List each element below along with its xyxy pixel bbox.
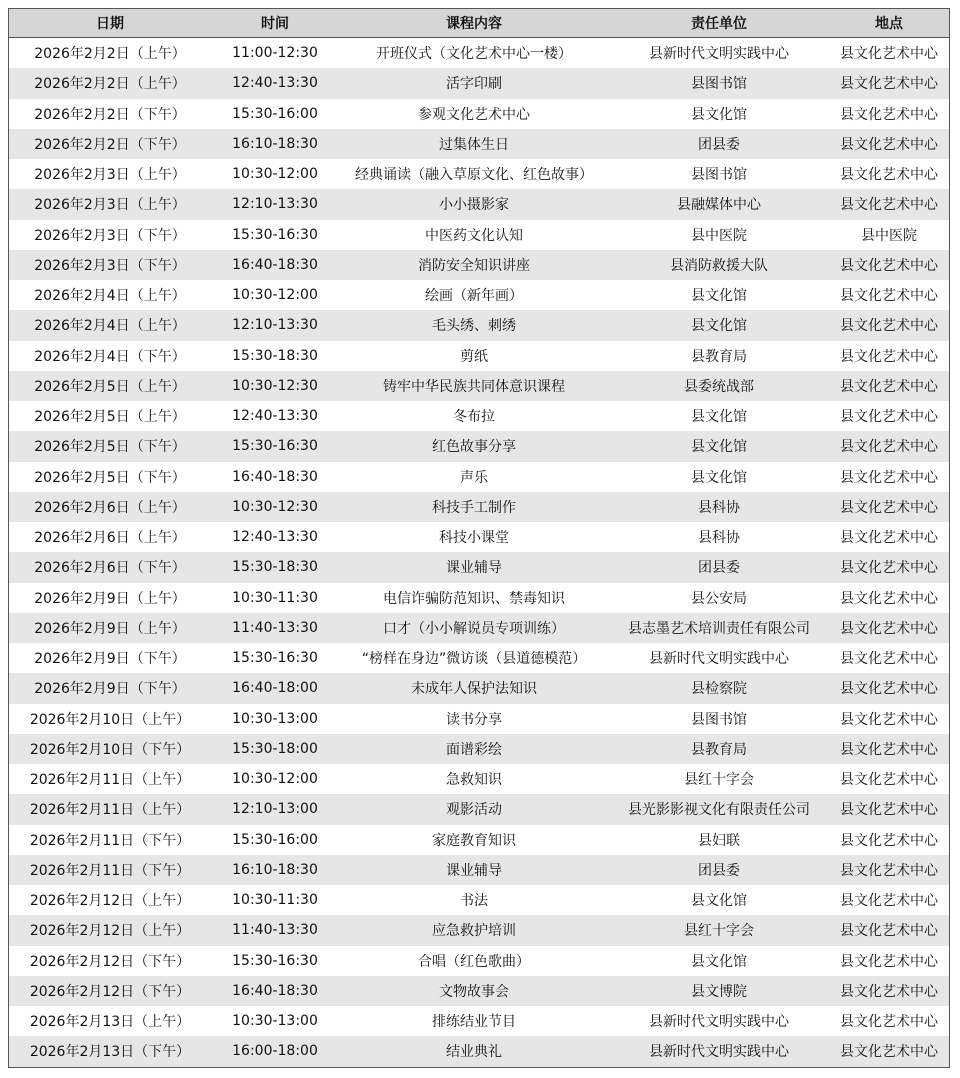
cell-date: 2026年2月9日（上午） (9, 613, 211, 643)
cell-course: 未成年人保护法知识 (339, 673, 609, 703)
table-row (9, 673, 949, 703)
cell-place: 县文化艺术中心 (829, 673, 949, 703)
cell-time: 10:30-12:30 (211, 492, 339, 522)
cell-place: 县文化艺术中心 (829, 250, 949, 280)
header-row (9, 9, 949, 38)
table-row (9, 1006, 949, 1036)
cell-date: 2026年2月3日（下午） (9, 250, 211, 280)
cell-unit: 县图书馆 (609, 704, 829, 734)
cell-unit: 县新时代文明实践中心 (609, 643, 829, 673)
cell-date: 2026年2月9日（上午） (9, 583, 211, 613)
cell-unit: 县科协 (609, 522, 829, 552)
cell-unit: 县公安局 (609, 583, 829, 613)
cell-course: 绘画（新年画） (339, 280, 609, 310)
table-row (9, 915, 949, 945)
table-row (9, 159, 949, 189)
cell-unit: 县文化馆 (609, 310, 829, 340)
cell-date: 2026年2月12日（上午） (9, 915, 211, 945)
cell-time: 15:30-16:00 (211, 825, 339, 855)
cell-date: 2026年2月12日（下午） (9, 976, 211, 1006)
cell-time: 15:30-16:30 (211, 643, 339, 673)
table-row (9, 764, 949, 794)
cell-unit: 县新时代文明实践中心 (609, 38, 829, 69)
cell-course: 经典诵读（融入草原文化、红色故事） (339, 159, 609, 189)
cell-unit: 县教育局 (609, 341, 829, 371)
cell-unit: 县文化馆 (609, 280, 829, 310)
cell-date: 2026年2月2日（上午） (9, 38, 211, 69)
cell-date: 2026年2月4日（上午） (9, 280, 211, 310)
cell-course: “榜样在身边”微访谈（县道德模范） (339, 643, 609, 673)
cell-unit: 县妇联 (609, 825, 829, 855)
cell-course: 冬布拉 (339, 401, 609, 431)
cell-date: 2026年2月11日（下午） (9, 855, 211, 885)
table-row (9, 310, 949, 340)
cell-place: 县文化艺术中心 (829, 764, 949, 794)
table-row (9, 976, 949, 1006)
table-row (9, 220, 949, 250)
cell-unit: 县新时代文明实践中心 (609, 1036, 829, 1066)
schedule-table (9, 9, 949, 1067)
cell-unit: 团县委 (609, 855, 829, 885)
cell-time: 15:30-16:30 (211, 946, 339, 976)
cell-unit: 县文博院 (609, 976, 829, 1006)
table-row (9, 431, 949, 461)
cell-place: 县文化艺术中心 (829, 492, 949, 522)
cell-place: 县文化艺术中心 (829, 855, 949, 885)
cell-time: 15:30-16:00 (211, 99, 339, 129)
cell-place: 县文化艺术中心 (829, 552, 949, 582)
header-date: 日期 (9, 9, 211, 38)
table-row (9, 280, 949, 310)
table-row (9, 492, 949, 522)
table-row (9, 462, 949, 492)
cell-date: 2026年2月2日（下午） (9, 129, 211, 159)
cell-place: 县文化艺术中心 (829, 99, 949, 129)
cell-course: 剪纸 (339, 341, 609, 371)
cell-place: 县文化艺术中心 (829, 734, 949, 764)
table-row (9, 704, 949, 734)
cell-course: 声乐 (339, 462, 609, 492)
cell-time: 15:30-18:00 (211, 734, 339, 764)
cell-time: 15:30-18:30 (211, 552, 339, 582)
cell-date: 2026年2月13日（上午） (9, 1006, 211, 1036)
cell-course: 结业典礼 (339, 1036, 609, 1066)
cell-unit: 县中医院 (609, 220, 829, 250)
cell-course: 观影活动 (339, 794, 609, 824)
cell-place: 县文化艺术中心 (829, 310, 949, 340)
cell-date: 2026年2月5日（下午） (9, 462, 211, 492)
cell-time: 12:40-13:30 (211, 522, 339, 552)
cell-date: 2026年2月6日（上午） (9, 492, 211, 522)
header-time: 时间 (211, 9, 339, 38)
cell-unit: 县光影影视文化有限责任公司 (609, 794, 829, 824)
cell-time: 15:30-18:30 (211, 341, 339, 371)
cell-time: 16:00-18:00 (211, 1036, 339, 1066)
cell-date: 2026年2月4日（上午） (9, 310, 211, 340)
table-row (9, 643, 949, 673)
cell-unit: 县文化馆 (609, 401, 829, 431)
header-place: 地点 (829, 9, 949, 38)
cell-place: 县文化艺术中心 (829, 1036, 949, 1066)
cell-unit: 县文化馆 (609, 99, 829, 129)
cell-unit: 县红十字会 (609, 764, 829, 794)
cell-time: 10:30-13:00 (211, 704, 339, 734)
cell-date: 2026年2月10日（下午） (9, 734, 211, 764)
cell-unit: 县红十字会 (609, 915, 829, 945)
cell-place: 县文化艺术中心 (829, 976, 949, 1006)
cell-time: 11:00-12:30 (211, 38, 339, 69)
cell-place: 县文化艺术中心 (829, 794, 949, 824)
table-row (9, 68, 949, 98)
cell-unit: 县新时代文明实践中心 (609, 1006, 829, 1036)
cell-date: 2026年2月9日（下午） (9, 673, 211, 703)
table-row (9, 552, 949, 582)
cell-unit: 团县委 (609, 552, 829, 582)
cell-time: 11:40-13:30 (211, 915, 339, 945)
table-row (9, 522, 949, 552)
cell-course: 小小摄影家 (339, 189, 609, 219)
cell-unit: 县图书馆 (609, 68, 829, 98)
table-row (9, 825, 949, 855)
cell-unit: 县文化馆 (609, 946, 829, 976)
table-body (9, 38, 949, 1067)
cell-time: 16:10-18:30 (211, 855, 339, 885)
cell-place: 县文化艺术中心 (829, 946, 949, 976)
cell-course: 过集体生日 (339, 129, 609, 159)
cell-course: 铸牢中华民族共同体意识课程 (339, 371, 609, 401)
table-row (9, 38, 949, 69)
table-row (9, 401, 949, 431)
cell-unit: 县消防救援大队 (609, 250, 829, 280)
cell-place: 县文化艺术中心 (829, 159, 949, 189)
cell-time: 10:30-13:00 (211, 1006, 339, 1036)
cell-course: 科技小课堂 (339, 522, 609, 552)
cell-course: 合唱（红色歌曲） (339, 946, 609, 976)
cell-date: 2026年2月11日（上午） (9, 794, 211, 824)
cell-date: 2026年2月12日（上午） (9, 885, 211, 915)
cell-date: 2026年2月9日（下午） (9, 643, 211, 673)
table-header (9, 9, 949, 38)
table-row (9, 734, 949, 764)
cell-unit: 县文化馆 (609, 462, 829, 492)
table-row (9, 189, 949, 219)
cell-place: 县文化艺术中心 (829, 643, 949, 673)
cell-course: 应急救护培训 (339, 915, 609, 945)
cell-unit: 县文化馆 (609, 885, 829, 915)
cell-unit: 县文化馆 (609, 431, 829, 461)
schedule-sheet (8, 8, 950, 1068)
cell-place: 县文化艺术中心 (829, 401, 949, 431)
cell-place: 县文化艺术中心 (829, 704, 949, 734)
cell-time: 12:10-13:00 (211, 794, 339, 824)
cell-unit: 县志墨艺术培训责任有限公司 (609, 613, 829, 643)
cell-place: 县文化艺术中心 (829, 371, 949, 401)
cell-time: 16:10-18:30 (211, 129, 339, 159)
cell-time: 15:30-16:30 (211, 431, 339, 461)
cell-course: 口才（小小解说员专项训练） (339, 613, 609, 643)
cell-place: 县文化艺术中心 (829, 341, 949, 371)
cell-course: 课业辅导 (339, 855, 609, 885)
cell-course: 文物故事会 (339, 976, 609, 1006)
cell-date: 2026年2月2日（下午） (9, 99, 211, 129)
cell-place: 县文化艺术中心 (829, 280, 949, 310)
cell-unit: 县委统战部 (609, 371, 829, 401)
table-row (9, 946, 949, 976)
cell-course: 参观文化艺术中心 (339, 99, 609, 129)
cell-place: 县文化艺术中心 (829, 825, 949, 855)
cell-course: 课业辅导 (339, 552, 609, 582)
table-row (9, 613, 949, 643)
cell-unit: 县科协 (609, 492, 829, 522)
cell-course: 读书分享 (339, 704, 609, 734)
cell-date: 2026年2月6日（下午） (9, 552, 211, 582)
cell-date: 2026年2月3日（上午） (9, 189, 211, 219)
cell-course: 活字印刷 (339, 68, 609, 98)
cell-date: 2026年2月3日（下午） (9, 220, 211, 250)
cell-time: 10:30-12:00 (211, 159, 339, 189)
cell-time: 16:40-18:30 (211, 976, 339, 1006)
cell-time: 12:10-13:30 (211, 189, 339, 219)
table-row (9, 99, 949, 129)
cell-unit: 团县委 (609, 129, 829, 159)
cell-date: 2026年2月11日（上午） (9, 764, 211, 794)
cell-date: 2026年2月11日（下午） (9, 825, 211, 855)
cell-course: 毛头绣、刺绣 (339, 310, 609, 340)
table-row (9, 794, 949, 824)
cell-course: 中医药文化认知 (339, 220, 609, 250)
cell-place: 县文化艺术中心 (829, 915, 949, 945)
table-row (9, 855, 949, 885)
cell-place: 县中医院 (829, 220, 949, 250)
header-course: 课程内容 (339, 9, 609, 38)
cell-time: 10:30-11:30 (211, 583, 339, 613)
cell-place: 县文化艺术中心 (829, 522, 949, 552)
cell-date: 2026年2月3日（上午） (9, 159, 211, 189)
cell-time: 10:30-12:00 (211, 764, 339, 794)
cell-unit: 县教育局 (609, 734, 829, 764)
cell-time: 16:40-18:30 (211, 250, 339, 280)
cell-time: 11:40-13:30 (211, 613, 339, 643)
cell-date: 2026年2月12日（下午） (9, 946, 211, 976)
cell-place: 县文化艺术中心 (829, 613, 949, 643)
cell-place: 县文化艺术中心 (829, 583, 949, 613)
cell-place: 县文化艺术中心 (829, 1006, 949, 1036)
cell-date: 2026年2月5日（下午） (9, 431, 211, 461)
table-row (9, 885, 949, 915)
cell-course: 急救知识 (339, 764, 609, 794)
cell-course: 面谱彩绘 (339, 734, 609, 764)
cell-course: 科技手工制作 (339, 492, 609, 522)
cell-date: 2026年2月5日（上午） (9, 371, 211, 401)
cell-course: 电信诈骗防范知识、禁毒知识 (339, 583, 609, 613)
cell-place: 县文化艺术中心 (829, 38, 949, 69)
cell-place: 县文化艺术中心 (829, 129, 949, 159)
cell-place: 县文化艺术中心 (829, 189, 949, 219)
cell-date: 2026年2月10日（上午） (9, 704, 211, 734)
cell-time: 10:30-11:30 (211, 885, 339, 915)
cell-time: 12:10-13:30 (211, 310, 339, 340)
table-row (9, 129, 949, 159)
cell-course: 消防安全知识讲座 (339, 250, 609, 280)
cell-unit: 县图书馆 (609, 159, 829, 189)
cell-date: 2026年2月5日（上午） (9, 401, 211, 431)
cell-time: 16:40-18:00 (211, 673, 339, 703)
cell-date: 2026年2月13日（下午） (9, 1036, 211, 1066)
cell-time: 15:30-16:30 (211, 220, 339, 250)
header-unit: 责任单位 (609, 9, 829, 38)
cell-date: 2026年2月2日（上午） (9, 68, 211, 98)
table-row (9, 1036, 949, 1066)
cell-time: 10:30-12:00 (211, 280, 339, 310)
cell-unit: 县检察院 (609, 673, 829, 703)
cell-date: 2026年2月6日（上午） (9, 522, 211, 552)
cell-time: 12:40-13:30 (211, 401, 339, 431)
table-row (9, 583, 949, 613)
cell-course: 红色故事分享 (339, 431, 609, 461)
cell-time: 12:40-13:30 (211, 68, 339, 98)
table-row (9, 341, 949, 371)
cell-course: 开班仪式（文化艺术中心一楼） (339, 38, 609, 69)
cell-course: 家庭教育知识 (339, 825, 609, 855)
cell-date: 2026年2月4日（下午） (9, 341, 211, 371)
cell-unit: 县融媒体中心 (609, 189, 829, 219)
table-row (9, 250, 949, 280)
cell-place: 县文化艺术中心 (829, 885, 949, 915)
cell-place: 县文化艺术中心 (829, 68, 949, 98)
cell-place: 县文化艺术中心 (829, 431, 949, 461)
cell-course: 排练结业节目 (339, 1006, 609, 1036)
cell-time: 16:40-18:30 (211, 462, 339, 492)
cell-place: 县文化艺术中心 (829, 462, 949, 492)
cell-time: 10:30-12:30 (211, 371, 339, 401)
cell-course: 书法 (339, 885, 609, 915)
table-row (9, 371, 949, 401)
